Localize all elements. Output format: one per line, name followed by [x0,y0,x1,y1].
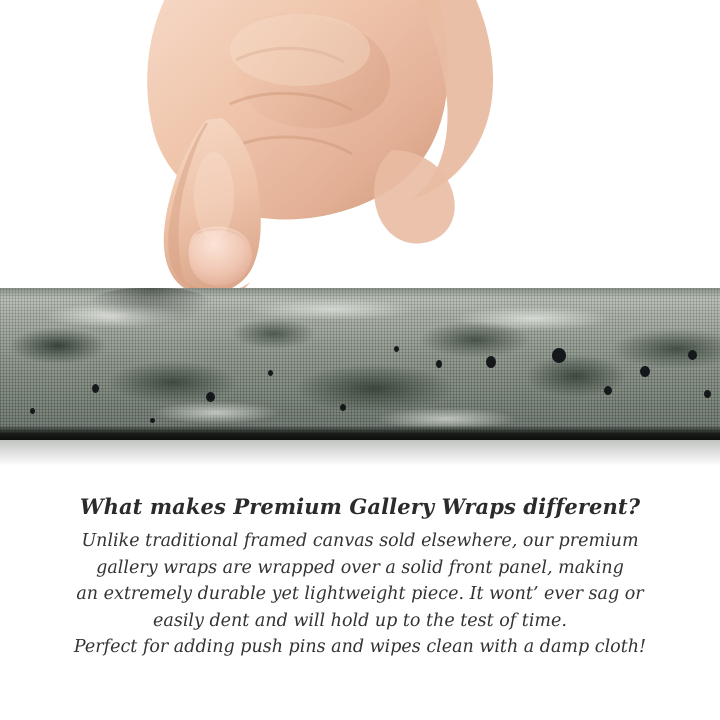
canvas-speckle [552,348,566,363]
finger-highlight [194,152,234,240]
canvas-speckle [150,418,155,423]
caption-line: gallery wraps are wrapped over a solid front panel, making [96,557,624,578]
band-bottom-edge [0,426,720,440]
canvas-speckle [340,404,346,411]
canvas-speckle [268,370,273,376]
canvas-speckle [394,346,399,352]
finger-contact-shadow [86,288,216,328]
hand-pressing-canvas [0,0,720,300]
hand-illustration [0,0,720,300]
caption-line: easily dent and will hold up to the test of time. [153,610,567,631]
canvas-speckle [206,392,215,402]
canvas-speckle [92,384,99,393]
canvas-speckle [604,386,612,395]
caption-heading: What makes Premium Gallery Wraps different? [79,494,641,519]
hand-highlight [230,14,370,86]
canvas-speckle [688,350,697,360]
canvas-speckle [486,356,496,368]
canvas-speckle [704,390,711,398]
caption-block [0,492,720,661]
canvas-speckle [640,366,650,377]
canvas-speckle [30,408,35,414]
caption-line: Perfect for adding push pins and wipes clean with a damp cloth! [73,637,647,657]
canvas-speckle [436,360,442,368]
caption-line: an extremely durable yet lightweight piece. It wont’ ever sag or [76,584,644,604]
caption-line: Unlike traditional framed canvas sold elsewhere, our premium [81,531,639,551]
band-drop-shadow [0,440,720,466]
